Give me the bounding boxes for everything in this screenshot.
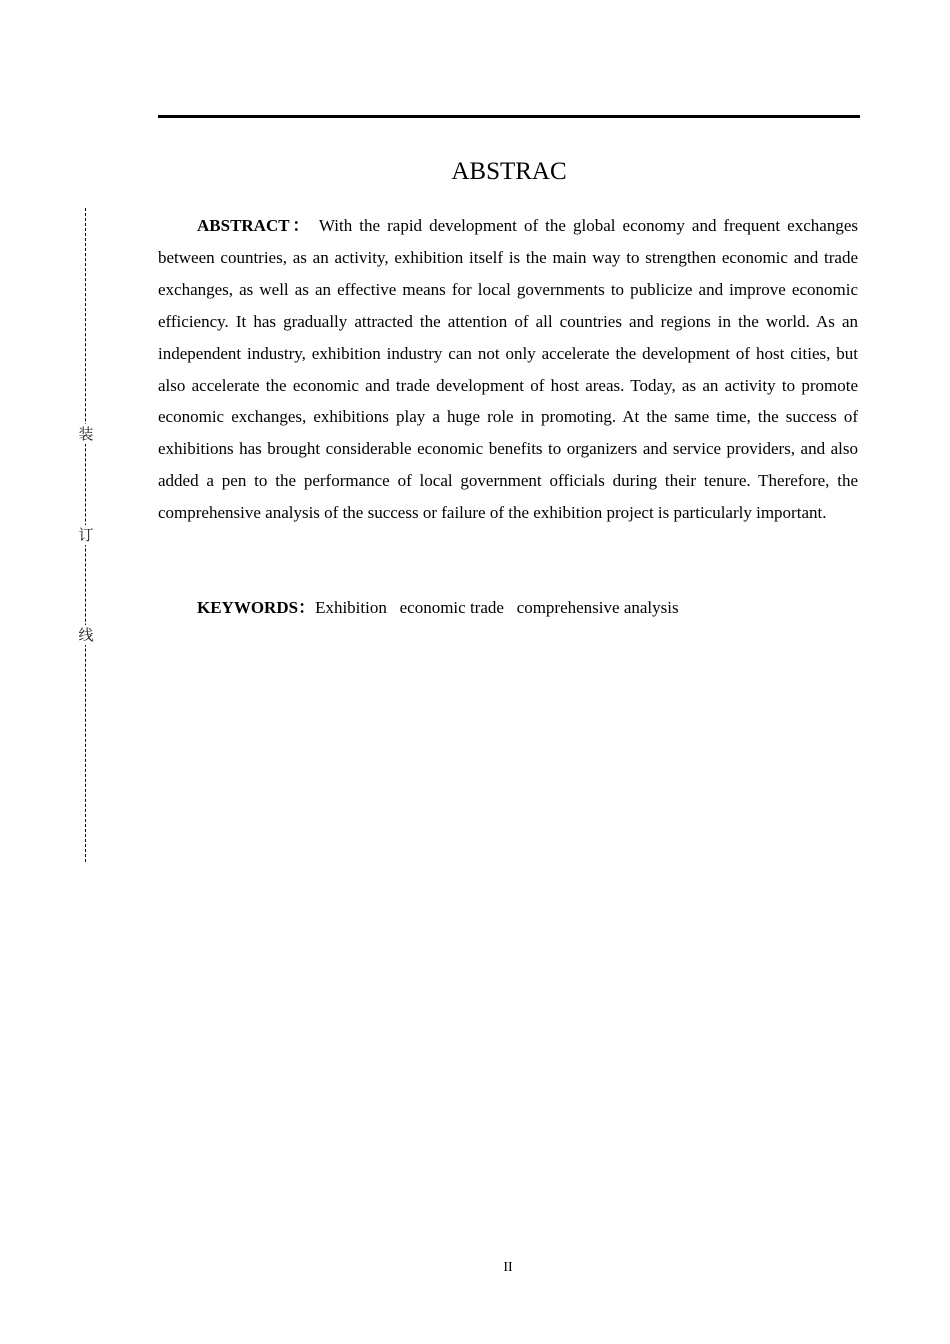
- abstract-label: ABSTRACT：: [197, 216, 313, 235]
- abstract-paragraph: [158, 210, 858, 529]
- header-rule: [158, 115, 860, 118]
- binding-char-xian: 线: [76, 625, 96, 645]
- binding-margin: [76, 208, 96, 862]
- page-title: ABSTRAC: [451, 158, 567, 185]
- binding-char-zhuang: 装: [76, 424, 96, 444]
- binding-char-ding: 订: [76, 525, 96, 545]
- keywords-text: Exhibition economic trade comprehensive analysis: [315, 598, 679, 617]
- keywords-label: KEYWORDS：: [197, 598, 316, 617]
- page-number: II: [503, 1260, 513, 1275]
- keywords-paragraph: [158, 592, 858, 624]
- abstract-text: With the rapid development of the global economy and frequent exchanges between countries, as an activity, exhibition itself is the main way to strengthen economic and trade exchanges, as well as an effective means for local governments to publicize and improve economic efficiency. It has gradually attracted the attention of all countries and regions in the world. As an independent industry, exhibition industry can not only accelerate the development of host cities, but also accelerate the economic and trade development of host areas. Today, as an activity to promote economic exchanges, exhibitions play a huge role in promoting. At the same time, the success of exhibitions has brought considerable economic benefits to organizers and service providers, and also added a pen to the performance of local government officials during their tenure. Therefore, the comprehensive analysis of the success or failure of the exhibition project is particularly important.: [158, 216, 858, 523]
